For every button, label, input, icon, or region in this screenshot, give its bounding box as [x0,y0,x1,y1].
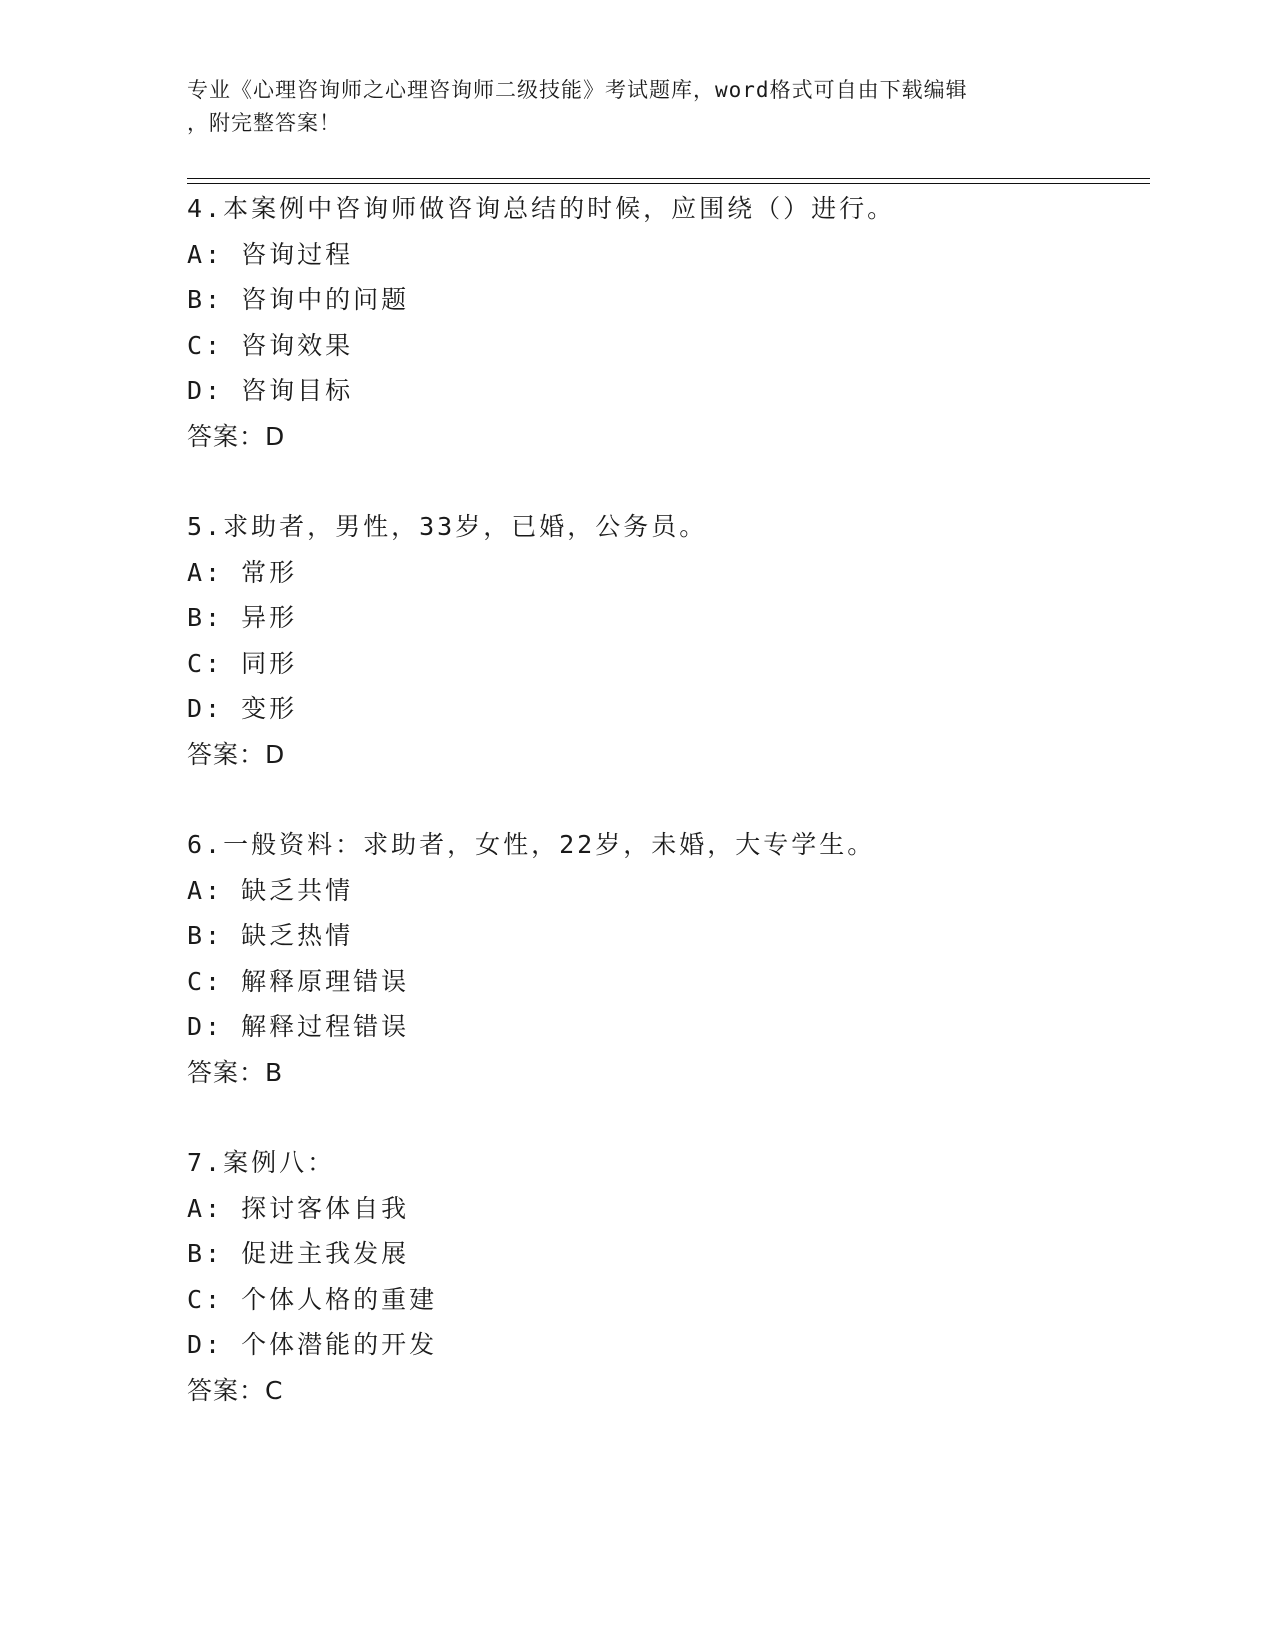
question-6 [187,822,1147,1095]
question-4 [187,186,1147,459]
option-d: D: 咨询目标 [187,376,354,405]
question-7 [187,1140,1147,1413]
document-header [187,74,1087,140]
option-b: B: 缺乏热情 [187,921,354,950]
option-a: A: 常形 [187,557,298,587]
answer: 答案：D [187,739,286,769]
option-c: C: 咨询效果 [187,330,354,360]
header-line-2: ，附完整答案！ [187,111,341,135]
answer: 答案：C [187,1375,284,1405]
question-stem: 7.案例八： [187,1148,336,1177]
option-c: C: 同形 [187,648,298,678]
option-c: C: 个体人格的重建 [187,1284,438,1314]
answer: 答案：D [187,421,286,451]
option-a: A: 探讨客体自我 [187,1193,410,1223]
header-line-1: 专业《心理咨询师之心理咨询师二级技能》考试题库，word格式可自由下载编辑 [187,78,968,102]
question-stem: 4.本案例中咨询师做咨询总结的时候，应围绕（）进行。 [187,194,896,223]
option-b: B: 异形 [187,603,298,632]
question-5 [187,504,1147,777]
option-b: B: 促进主我发展 [187,1239,410,1268]
option-d: D: 变形 [187,694,298,723]
question-stem: 6.一般资料：求助者，女性，22岁，未婚，大专学生。 [187,830,876,859]
question-stem: 5.求助者，男性，33岁，已婚，公务员。 [187,512,708,541]
option-c: C: 解释原理错误 [187,966,410,996]
option-b: B: 咨询中的问题 [187,285,410,314]
header-divider [187,178,1150,184]
option-a: A: 缺乏共情 [187,875,354,905]
option-d: D: 个体潜能的开发 [187,1330,438,1359]
option-a: A: 咨询过程 [187,239,354,269]
option-d: D: 解释过程错误 [187,1012,410,1041]
answer: 答案：B [187,1057,284,1087]
